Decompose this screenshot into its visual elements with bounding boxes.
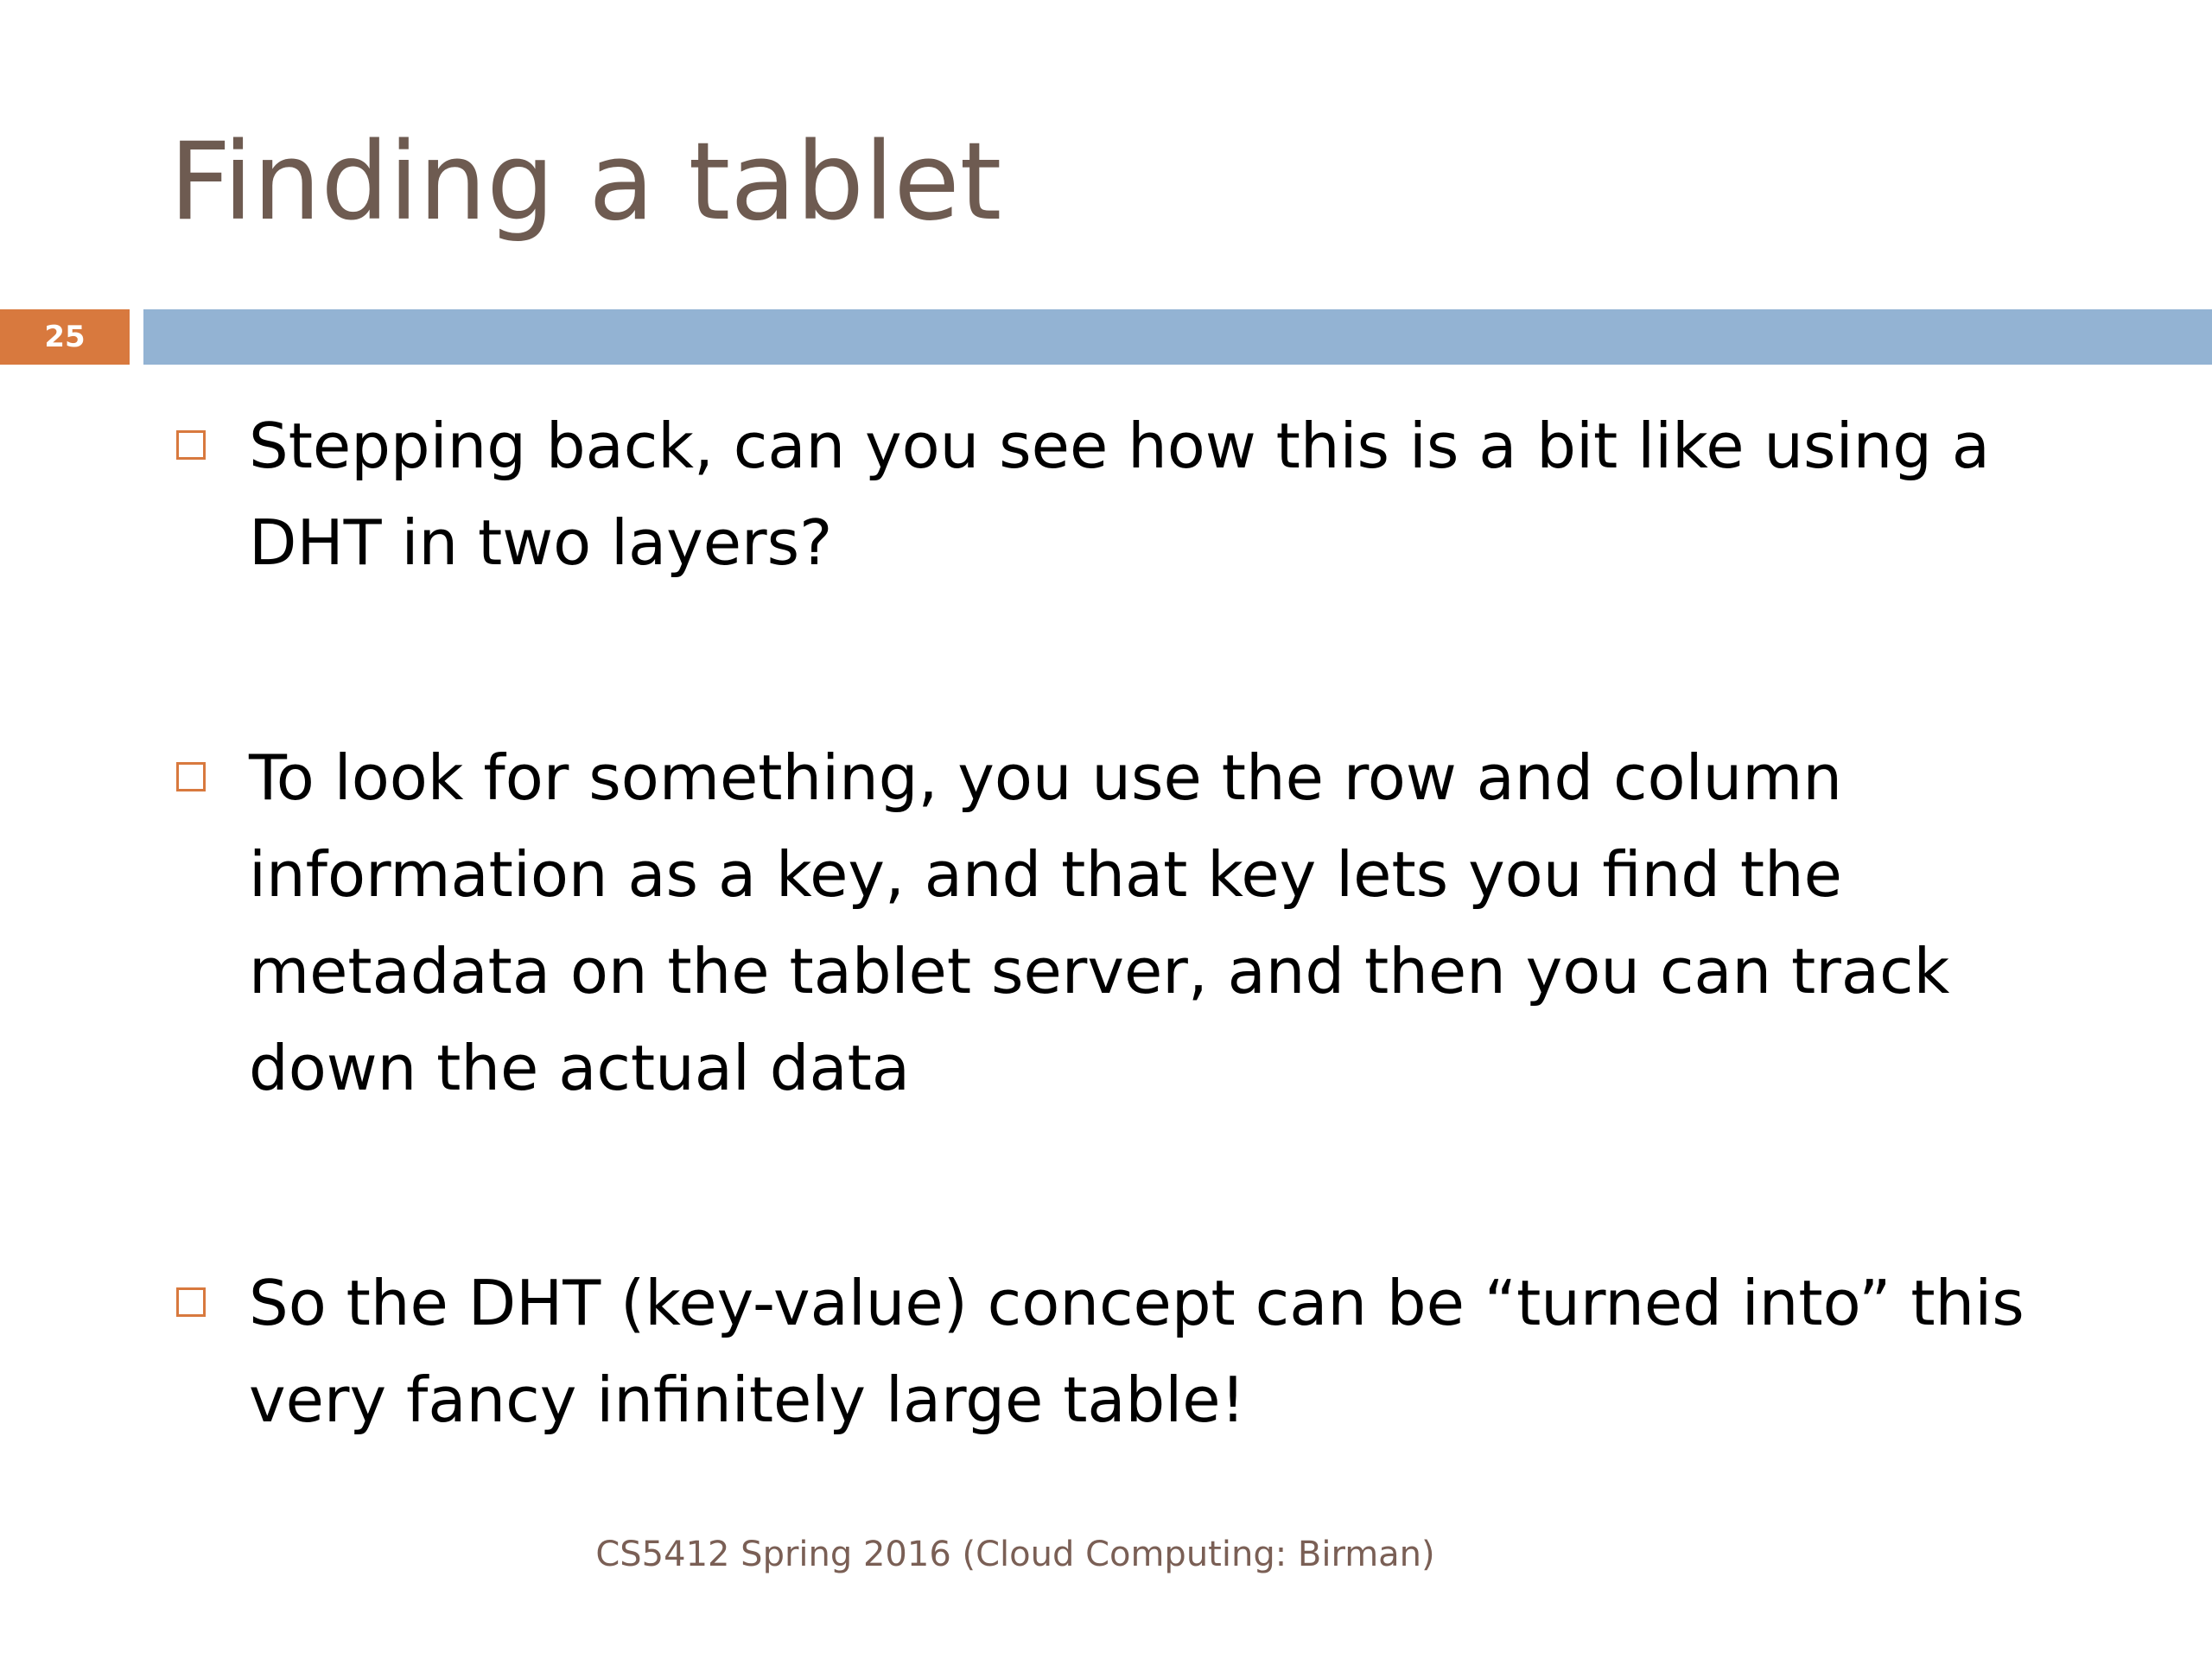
square-bullet-icon [176, 762, 206, 791]
slide-title: Finding a tablet [169, 120, 1002, 245]
square-bullet-icon [176, 1287, 206, 1317]
bullet-item [169, 729, 2122, 1116]
slide-number-badge [0, 309, 130, 365]
title-divider-bar [143, 309, 2212, 365]
bullet-text: So the DHT (key-value) concept can be “turned into” this very fancy infinitely large table! [249, 1267, 2024, 1436]
slide-footer: CS5412 Spring 2016 (Cloud Computing: Birman) [595, 1535, 1435, 1574]
slide-number: 25 [44, 320, 86, 354]
bullet-item [169, 1255, 2122, 1448]
bullet-text: Stepping back, can you see how this is a bit like using a DHT in two layers? [249, 410, 1990, 579]
square-bullet-icon [176, 430, 206, 460]
bullet-item [169, 397, 2122, 591]
bullet-text: To look for something, you use the row and column information as a key, and that key lets you find the metadata on the tablet server, and then you can track down the actual data [249, 741, 1950, 1104]
